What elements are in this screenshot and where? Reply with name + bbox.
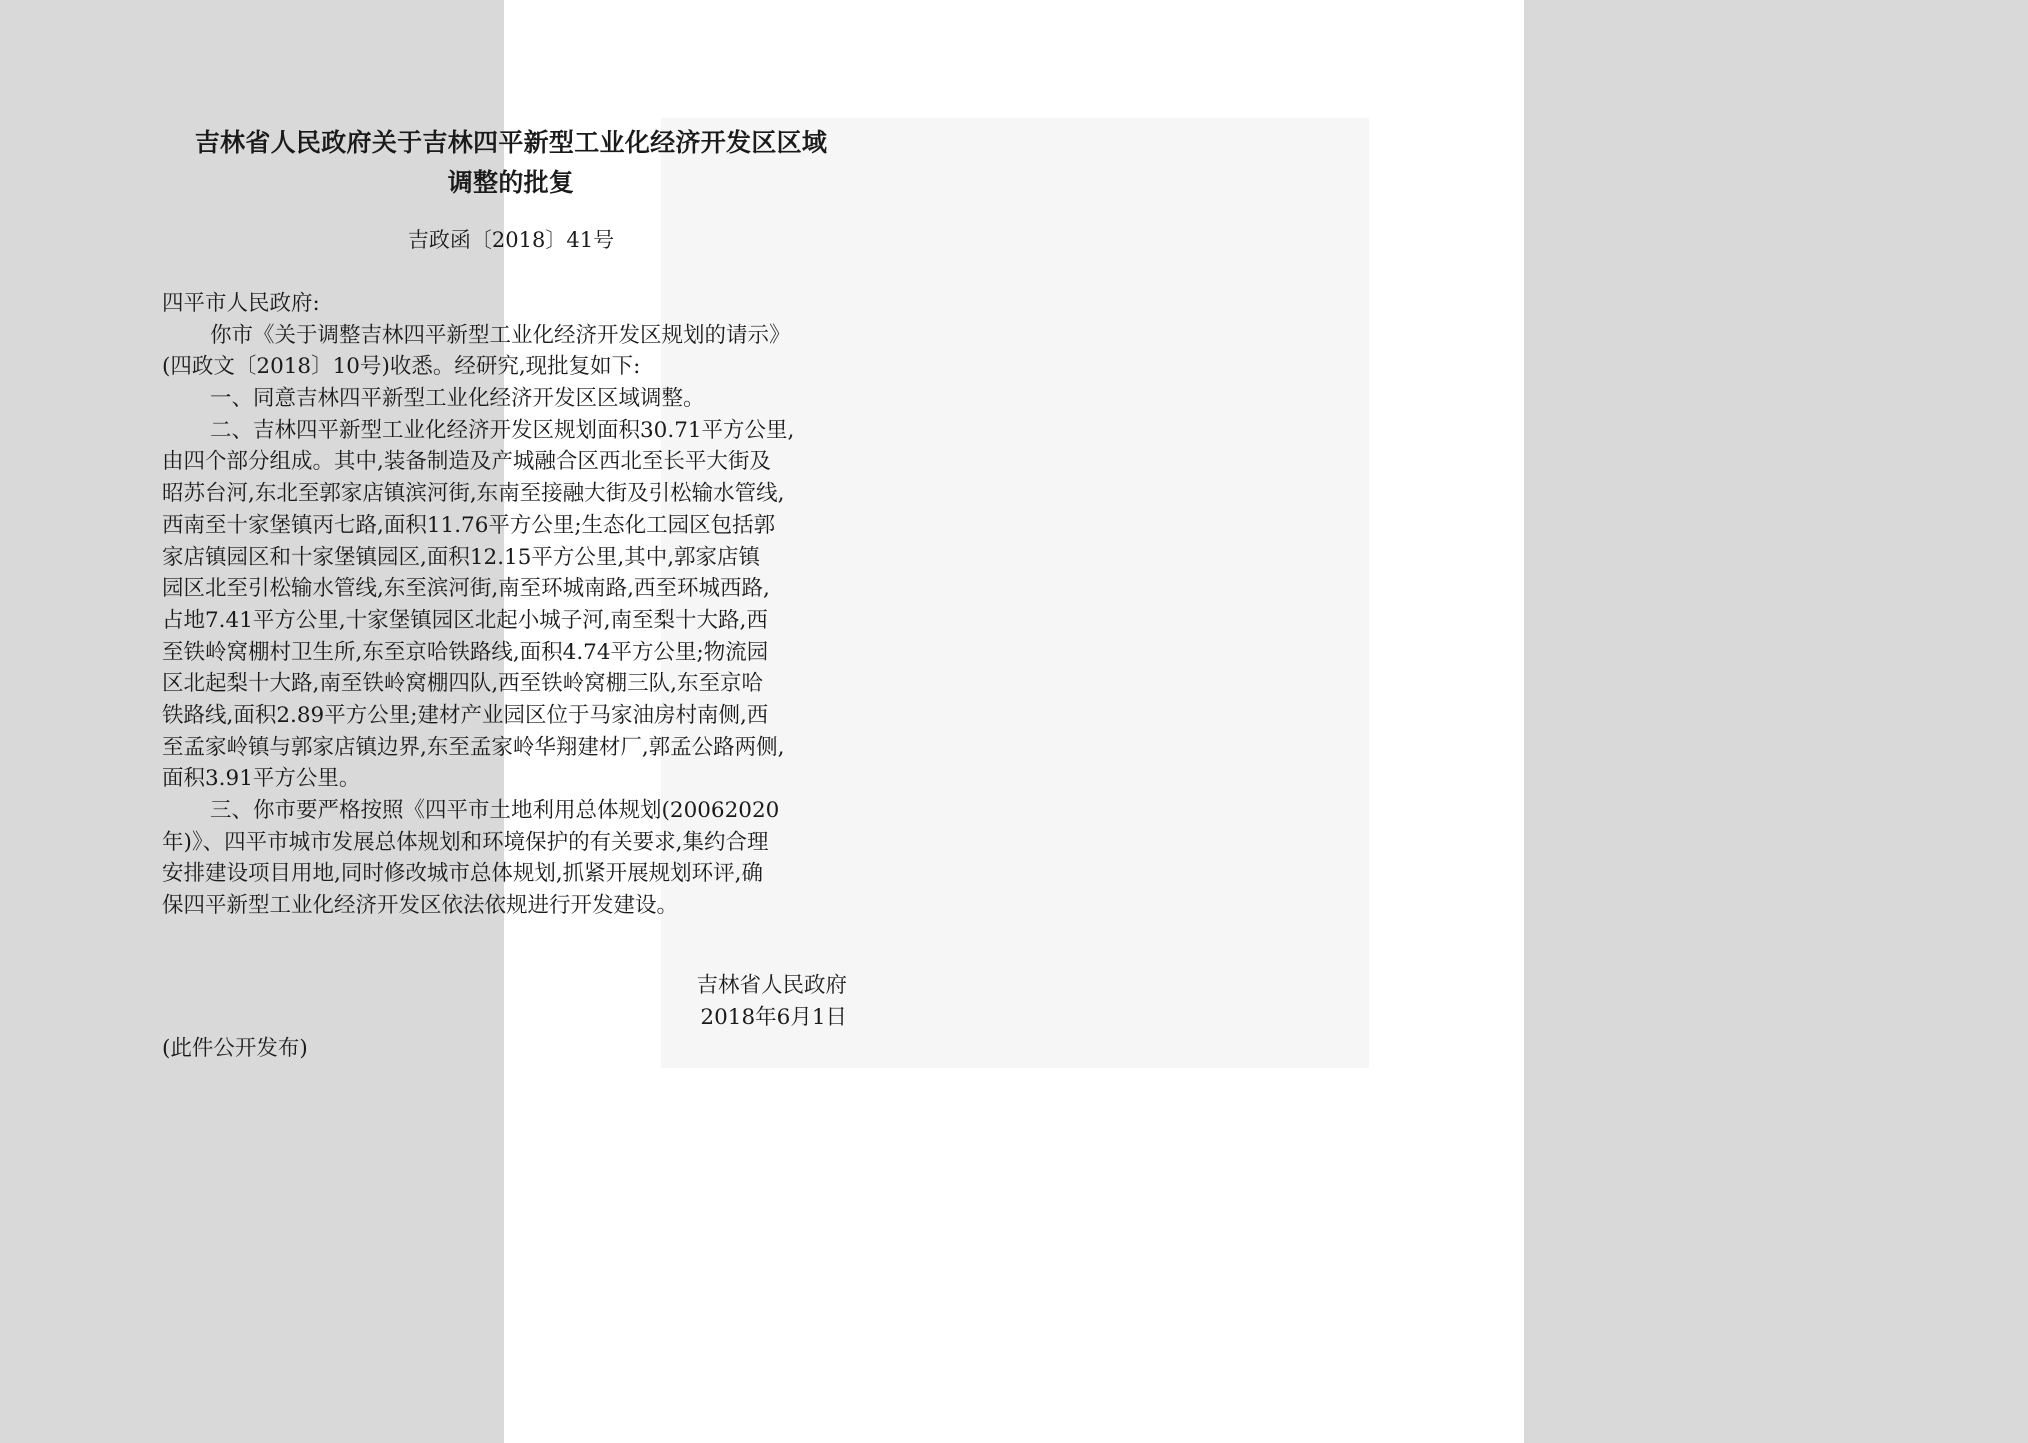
issue-date: 2018年6月1日 — [700, 1005, 847, 1030]
body-line: 一、同意吉林四平新型工业化经济开发区区域调整。 — [210, 386, 705, 412]
body-line: 由四个部分组成。其中,装备制造及产城融合区西北至长平大街及 — [162, 449, 771, 475]
body-line: 至孟家岭镇与郭家店镇边界,东至孟家岭华翔建材厂,郭孟公路两侧, — [162, 734, 785, 760]
body-line: 年)》、四平市城市发展总体规划和环境保护的有关要求,集约合理 — [162, 829, 769, 855]
body-line: 占地7.41平方公里,十家堡镇园区北起小城子河,南至梨十大路,西 — [162, 607, 768, 633]
title-line-2: 调整的批复 — [447, 168, 575, 197]
signoff-block — [157, 970, 865, 1034]
document-number: 吉政函〔2018〕41号 — [407, 228, 615, 252]
body-line: 至铁岭窝棚村卫生所,东至京哈铁路线,面积4.74平方公里;物流园 — [162, 639, 769, 665]
body-line: 园区北至引松输水管线,东至滨河街,南至环城南路,西至环城西路, — [162, 576, 770, 602]
signature: 吉林省人民政府 — [696, 973, 847, 998]
salutation: 四平市人民政府: — [162, 291, 320, 316]
body-line: 二、吉林四平新型工业化经济开发区规划面积30.71平方公里, — [210, 417, 795, 443]
body-line: 家店镇园区和十家堡镇园区,面积12.15平方公里,其中,郭家店镇 — [162, 544, 761, 570]
body-line: 保四平新型工业化经济开发区依法依规进行开发建设。 — [162, 893, 679, 919]
body-line: 昭苏台河,东北至郭家店镇滨河街,东南至接融大街及引松输水管线, — [162, 481, 785, 507]
body-line: (四政文〔2018〕10号)收悉。经研究,现批复如下: — [162, 354, 641, 380]
body-line: 面积3.91平方公里。 — [162, 766, 361, 792]
body-line: 铁路线,面积2.89平方公里;建材产业园区位于马家油房村南侧,西 — [162, 702, 769, 728]
document-title — [157, 123, 865, 203]
body-line: 安排建设项目用地,同时修改城市总体规划,抓紧开展规划环评,确 — [162, 861, 764, 887]
publication-note: (此件公开发布) — [162, 1036, 308, 1061]
document-body — [162, 288, 858, 922]
body-line: 区北起梨十大路,南至铁岭窝棚四队,西至铁岭窝棚三队,东至京哈 — [162, 671, 764, 697]
body-line: 西南至十家堡镇丙七路,面积11.76平方公里;生态化工园区包括郭 — [162, 512, 776, 538]
title-line-1: 吉林省人民政府关于吉林四平新型工业化经济开发区区域 — [194, 128, 828, 157]
body-line: 三、你市要严格按照《四平市土地利用总体规划(20062020 — [210, 798, 780, 823]
body-line: 你市《关于调整吉林四平新型工业化经济开发区规划的请示》 — [210, 322, 791, 348]
